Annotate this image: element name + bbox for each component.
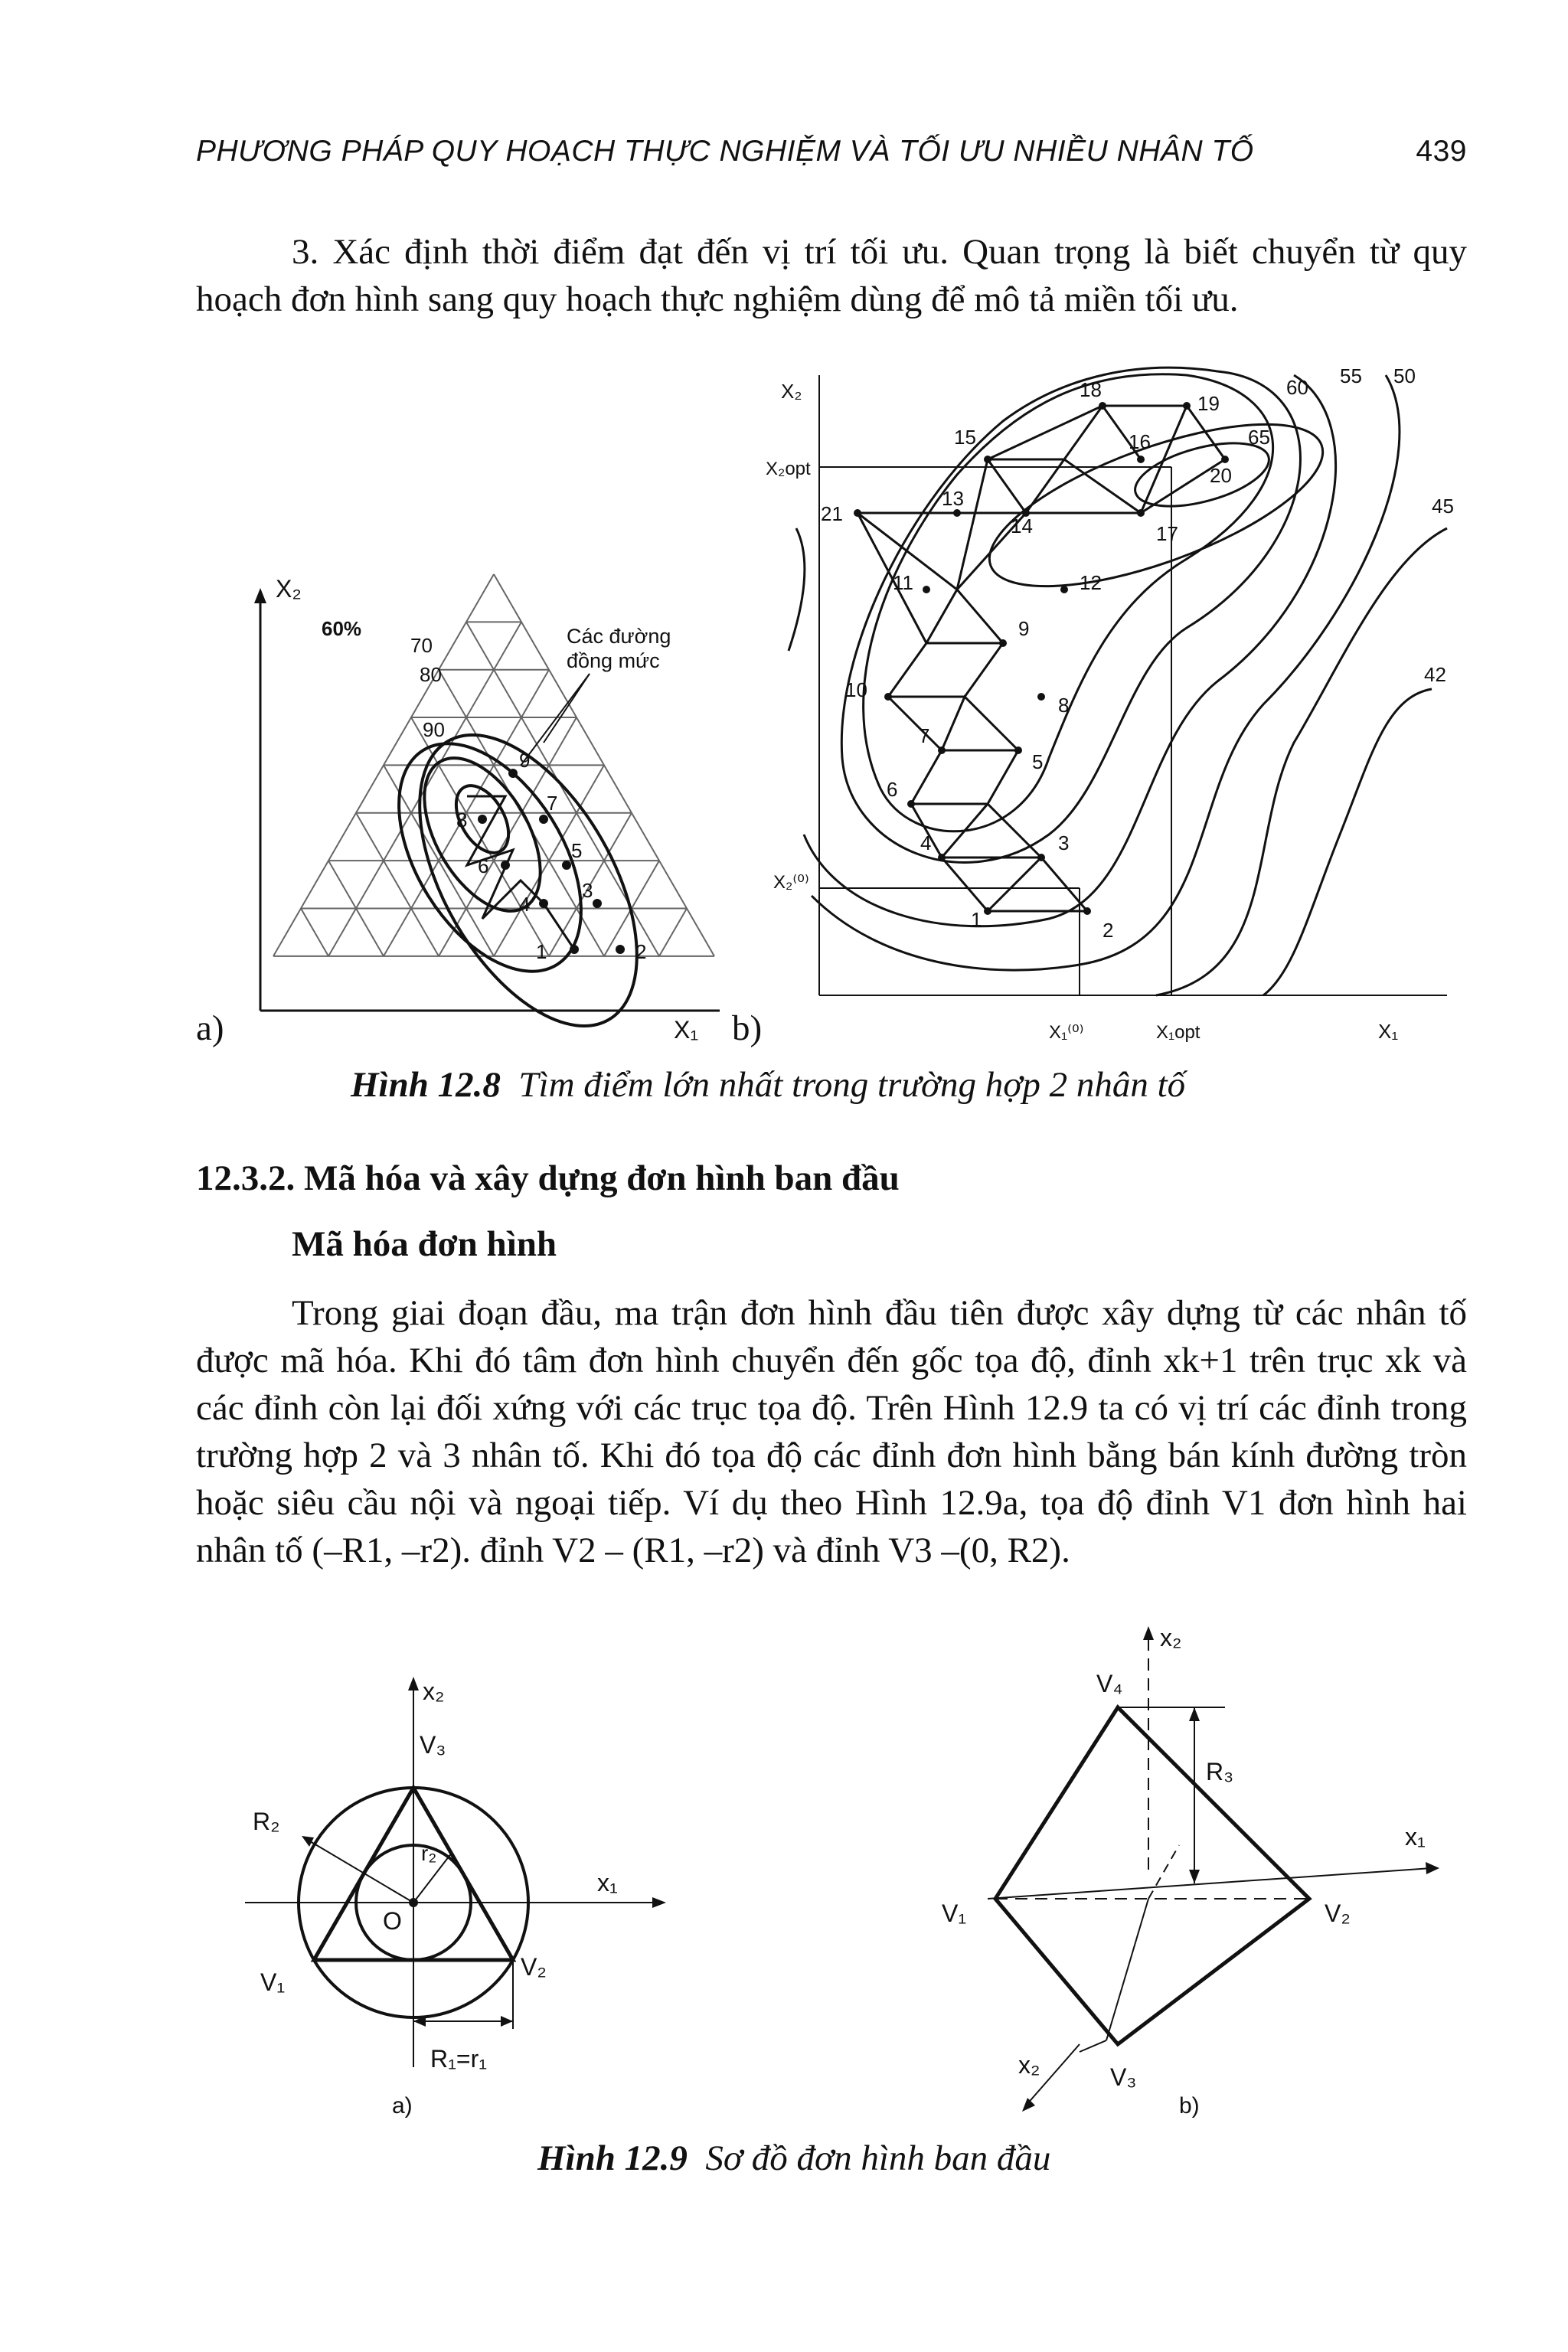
- svg-text:4: 4: [519, 893, 531, 916]
- fig9a-x2-label: x₂: [423, 1677, 445, 1705]
- fig-b-x2-0-label: X₂⁽⁰⁾: [773, 872, 809, 893]
- fig-b-level-labels: [1248, 364, 1454, 686]
- svg-text:X₁⁽⁰⁾: X₁⁽⁰⁾: [1049, 1022, 1084, 1043]
- fig9b-sub-label: b): [1179, 2093, 1200, 2118]
- svg-text:17: 17: [1156, 522, 1178, 545]
- svg-text:X₁opt: X₁opt: [1156, 1022, 1200, 1043]
- running-header: [196, 135, 1467, 168]
- figure-12-8a: [230, 567, 750, 1041]
- svg-text:5: 5: [571, 839, 583, 862]
- svg-text:6: 6: [478, 854, 489, 877]
- fig9a-R2-label: R₂: [253, 1808, 280, 1835]
- svg-text:8: 8: [1058, 694, 1070, 717]
- fig9a-v2-label: V₂: [521, 1953, 547, 1981]
- fig9b-v3-label: V₃: [1110, 2063, 1137, 2091]
- fig9a-x1-label: x₁: [597, 1869, 618, 1896]
- svg-text:3: 3: [582, 879, 593, 902]
- fig-b-contours: [789, 368, 1447, 995]
- header-title: PHƯƠNG PHÁP QUY HOẠCH THỰC NGHIỆM VÀ TỐI ƯU NHIỀU NHÂN TỐ: [196, 135, 1254, 168]
- svg-text:5: 5: [1032, 750, 1044, 773]
- contour-annotation-line1: Các đường: [567, 625, 671, 648]
- fig9b-R3-label: R₃: [1206, 1758, 1234, 1785]
- fig9a-R1r1-label: R₁=r₁: [430, 2045, 488, 2073]
- svg-text:1: 1: [536, 940, 547, 963]
- svg-text:8: 8: [456, 808, 468, 831]
- fig9a-v3-label: V₃: [420, 1731, 446, 1759]
- fig-b-y-axis-label: X₂: [781, 380, 802, 403]
- section-heading: 12.3.2. Mã hóa và xây dựng đơn hình ban đầu: [196, 1158, 900, 1198]
- svg-text:3: 3: [1058, 831, 1070, 854]
- svg-text:14: 14: [1011, 514, 1033, 537]
- paragraph-coding: Trong giai đoạn đầu, ma trận đơn hình đầu tiên được xây dựng từ các nhân tố được mã hóa. Khi đó tâm đơn hình chuyển đến gốc tọa độ, đỉnh xk+1 trên trục xk và các đỉnh còn lại đối xứng với các trục tọa độ. Trên Hình 12.9 ta có vị trí các đỉnh trong trường hợp 2 và 3 nhân tố. Khi đó tọa độ các đỉnh đơn hình bằng bán kính đường tròn hoặc siêu cầu nội và ngoại tiếp. Ví dụ theo Hình 12.9a, tọa độ đỉnh V1 đơn hình hai nhân tố (–R1, –r2). đỉnh V2 – (R1, –r2) và đỉnh V3 –(0, R2).: [196, 1293, 1467, 1570]
- svg-text:65: 65: [1248, 426, 1270, 449]
- contour-level-90: 90: [423, 718, 445, 741]
- paragraph-step-3: 3. Xác định thời điểm đạt đến vị trí tối ưu. Quan trọng là biết chuyển từ quy hoạch đơn hình sang quy hoạch thực nghiệm dùng để mô tả miền tối ưu.: [196, 232, 1467, 319]
- fig-12-8b-label: b): [732, 1008, 763, 1048]
- fig9a-v1-label: V₁: [260, 1968, 286, 1996]
- svg-text:18: 18: [1080, 378, 1102, 401]
- fig-b-x-axis-labels: [1026, 1008, 1455, 1054]
- svg-text:1: 1: [971, 908, 982, 931]
- figure-12-8b: [758, 360, 1470, 1041]
- contour-level-80: 80: [420, 663, 442, 686]
- svg-text:7: 7: [919, 724, 930, 747]
- fig9a-O-label: O: [383, 1907, 402, 1935]
- figure-12-9b: [926, 1615, 1462, 2121]
- svg-text:13: 13: [942, 487, 964, 510]
- fig9b-v1-label: V₁: [942, 1900, 967, 1927]
- svg-text:2: 2: [635, 940, 647, 963]
- fig9a-sub-label: a): [392, 2093, 413, 2118]
- contour-level-70: 70: [410, 634, 433, 657]
- svg-text:19: 19: [1197, 392, 1220, 415]
- svg-text:21: 21: [821, 502, 843, 525]
- svg-text:11: 11: [893, 571, 913, 594]
- subheading: Mã hóa đơn hình: [292, 1224, 557, 1264]
- svg-text:10: 10: [845, 678, 867, 701]
- fig-a-x-axis-label-wrap: [674, 1009, 720, 1047]
- fig-12-8a-label: a): [196, 1008, 224, 1048]
- svg-text:42: 42: [1424, 663, 1446, 686]
- fig-b-x2opt-label: X₂opt: [766, 459, 811, 479]
- fig9b-x2-label: x₂: [1160, 1624, 1182, 1651]
- fig9b-v4-label: V₄: [1096, 1670, 1123, 1697]
- svg-text:60: 60: [1286, 376, 1308, 399]
- figure-12-8-caption: Hình 12.8 Tìm điểm lớn nhất trong trường hợp 2 nhân tố: [351, 1065, 1186, 1105]
- svg-text:7: 7: [547, 792, 558, 815]
- svg-text:45: 45: [1432, 495, 1454, 518]
- svg-text:16: 16: [1129, 430, 1151, 453]
- svg-text:9: 9: [519, 749, 531, 772]
- figure-12-9-caption: Hình 12.9 Sơ đồ đơn hình ban đầu: [537, 2138, 1051, 2178]
- fig-b-simplex-lattice: [858, 406, 1225, 911]
- svg-text:X₁: X₁: [1378, 1020, 1399, 1043]
- svg-text:2: 2: [1102, 919, 1114, 942]
- fig-a-percent-label: 60%: [322, 617, 362, 640]
- svg-text:55: 55: [1340, 364, 1362, 387]
- svg-text:9: 9: [1018, 617, 1030, 640]
- fig9b-v2-label: V₂: [1325, 1900, 1351, 1927]
- fig-a-y-axis-label: X₂: [276, 575, 302, 603]
- page-number: 439: [1416, 135, 1467, 168]
- svg-text:12: 12: [1080, 571, 1102, 594]
- fig9a-r2-label: r₂: [421, 1841, 437, 1865]
- svg-text:6: 6: [887, 778, 898, 801]
- svg-text:15: 15: [954, 426, 976, 449]
- svg-text:4: 4: [920, 831, 932, 854]
- svg-text:50: 50: [1393, 364, 1416, 387]
- svg-text:20: 20: [1210, 464, 1232, 487]
- svg-text:X₁: X₁: [674, 1016, 699, 1044]
- fig9b-x1-label: x₁: [1405, 1823, 1426, 1851]
- fig9b-x2b-label: x₂: [1018, 2051, 1040, 2079]
- figure-12-9a: [230, 1669, 689, 2118]
- contour-annotation-line2: đồng mức: [567, 649, 660, 672]
